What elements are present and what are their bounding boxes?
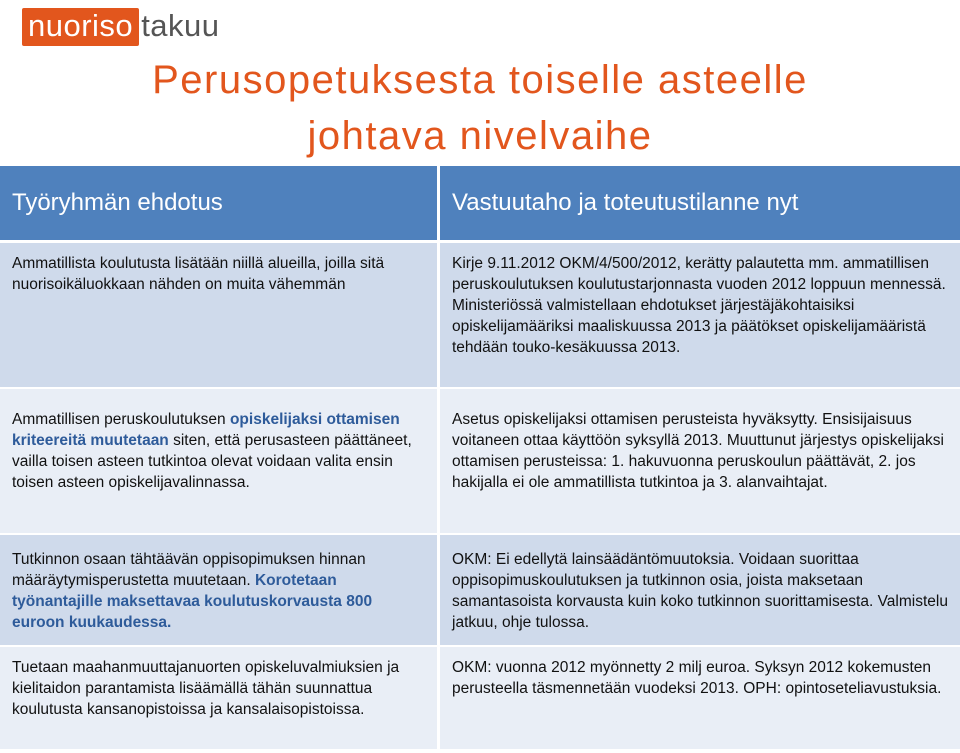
status-cell bbox=[440, 535, 960, 647]
table-row bbox=[0, 535, 960, 647]
highlight-text: opiskelijaksi ottamisen kriteereitä muutetaan bbox=[12, 411, 400, 449]
nuorisotakuu-logo bbox=[22, 8, 220, 46]
highlight-text: Korotetaan työnantajille maksettavaa koulutuskorvausta 800 euroon kuukaudessa. bbox=[12, 572, 373, 631]
cell-text: siten, että perusasteen päättäneet, vailla toisen asteen tutkintoa olevat voidaan valita ensin toisen asteen opiskelijavalinnassa. bbox=[12, 432, 412, 491]
proposal-cell bbox=[0, 535, 440, 647]
status-cell bbox=[440, 389, 960, 535]
slide-title bbox=[0, 52, 960, 164]
slide-title-line1: Perusopetuksesta toiselle asteelle bbox=[152, 58, 808, 102]
logo-part-takuu: takuu bbox=[141, 8, 220, 43]
slide-title-line2: johtava nivelvaihe bbox=[307, 114, 653, 158]
cell-text: OKM: vuonna 2012 myönnetty 2 milj euroa. Syksyn 2012 kokemusten perusteella täsmennetään vuodeksi 2013. OPH: opintoseteliavustuksia. bbox=[452, 659, 942, 697]
header-status: Vastuutaho ja toteutustilanne nyt bbox=[440, 166, 960, 243]
header-proposal: Työryhmän ehdotus bbox=[0, 166, 440, 243]
table-row bbox=[0, 389, 960, 535]
proposal-cell bbox=[0, 243, 440, 389]
proposal-cell bbox=[0, 389, 440, 535]
cell-text: OKM: Ei edellytä lainsäädäntömuutoksia. Voidaan suorittaa oppisopimuskoulutuksen ja tutkinnon osia, joista maksetaan samantasoista korvausta kuin koko tutkinnon suorittamisesta. Valmistelu jatkuu, ohje tulossa. bbox=[452, 551, 948, 631]
table-header-row bbox=[0, 166, 960, 243]
logo-part-nuoriso: nuoriso bbox=[22, 8, 139, 46]
cell-text: Ammatillisen peruskoulutuksen bbox=[12, 411, 230, 428]
proposal-cell bbox=[0, 647, 440, 751]
table-row bbox=[0, 647, 960, 751]
cell-text: Tutkinnon osaan tähtäävän oppisopimuksen hinnan määräytymisperustetta muutetaan. bbox=[12, 551, 366, 589]
table-row bbox=[0, 243, 960, 389]
cell-text: Ammatillista koulutusta lisätään niillä alueilla, joilla sitä nuorisoikäluokkaan nähden on muita vähemmän bbox=[12, 255, 385, 293]
status-cell bbox=[440, 243, 960, 389]
cell-text: Asetus opiskelijaksi ottamisen perusteista hyväksytty. Ensisijaisuus voitaneen ottaa käyttöön syksyllä 2013. Muuttunut järjestys opiskelijaksi ottamisen perusteissa: 1. hakuvuonna peruskoulun päättävät, 2. jos hakijalla ei ole ammatillista tutkintoa ja 3. alanvaihtajat. bbox=[452, 411, 944, 491]
cell-text: Kirje 9.11.2012 OKM/4/500/2012, kerätty palautetta mm. ammatillisen peruskoulutuksen koulutustarjonnasta vuoden 2012 loppuun mennessä. Ministeriössä valmistellaan ehdotukset järjestäjäkohtaisiksi opiskelijamääriksi maaliskuussa 2013 ja päätökset opiskelijamääristä tehdään touko-kesäkuussa 2013. bbox=[452, 255, 946, 356]
cell-text: Tuetaan maahanmuuttajanuorten opiskeluvalmiuksien ja kielitaidon parantamista lisäämällä tähän suunnattua koulutusta kansanopistoissa ja kansalaisopistoissa. bbox=[12, 659, 400, 718]
status-cell bbox=[440, 647, 960, 751]
proposal-table bbox=[0, 166, 960, 751]
